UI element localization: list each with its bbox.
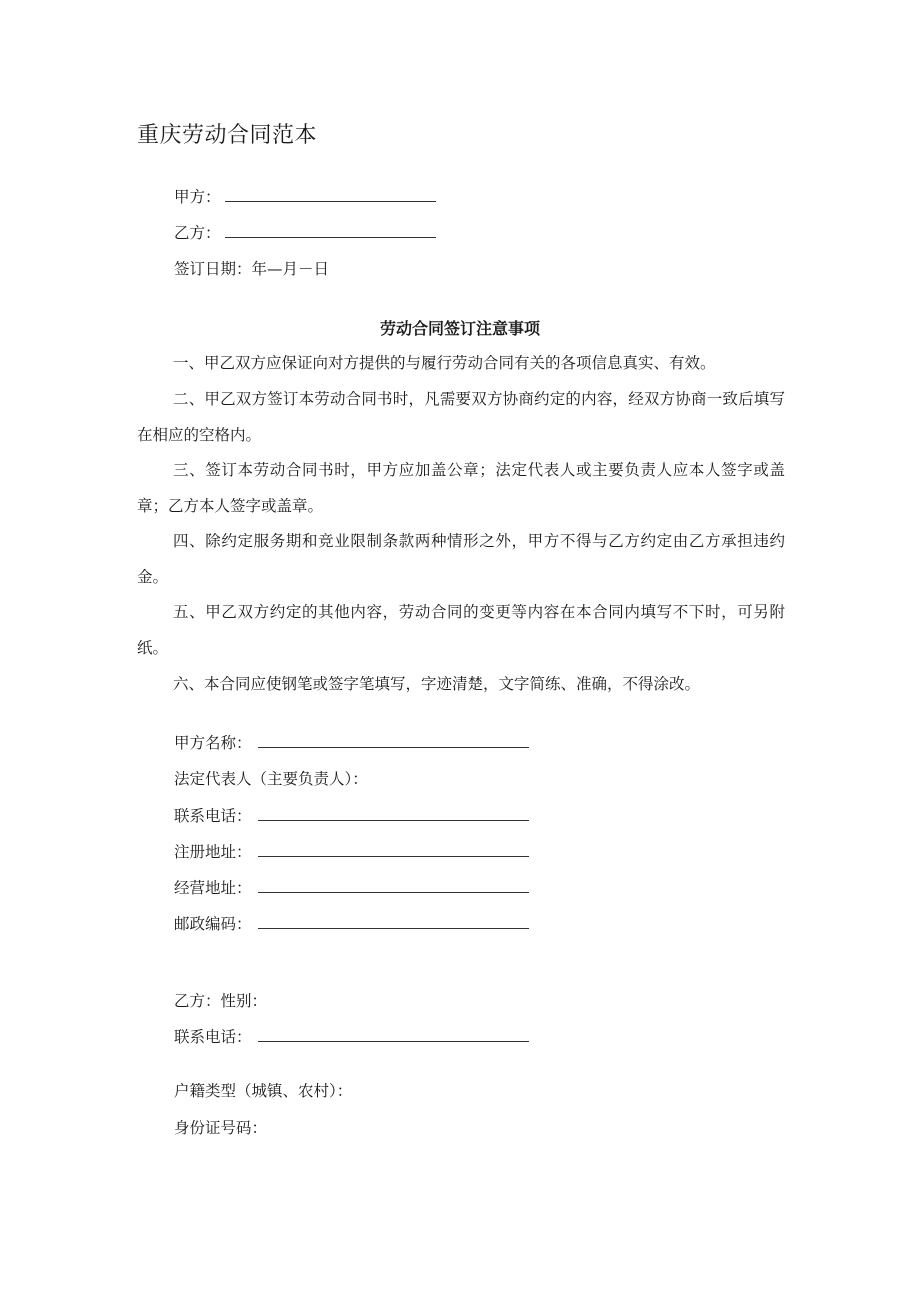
party-a-phone-blank[interactable] xyxy=(258,808,529,821)
party-a-label: 甲方： xyxy=(174,188,221,206)
note-item-4: 四、除约定服务期和竞业限制条款两种情形之外，甲方不得与乙方约定由乙方承担违约金。 xyxy=(137,532,785,586)
note-item-6: 六、本合同应使钢笔或签字笔填写，字迹清楚，文字简练、准确，不得涂改。 xyxy=(173,675,701,693)
party-a-name-field xyxy=(174,733,529,753)
postcode-label: 邮政编码： xyxy=(174,915,252,933)
party-b-phone-blank[interactable] xyxy=(258,1029,529,1042)
party-a-phone-label: 联系电话： xyxy=(174,807,252,825)
party-b-blank[interactable] xyxy=(225,225,436,238)
hukou-field xyxy=(174,1081,352,1101)
biz-address-blank[interactable] xyxy=(258,880,529,893)
postcode-field xyxy=(174,914,529,934)
id-number-field xyxy=(174,1118,267,1138)
biz-address-field xyxy=(174,878,529,898)
party-b-field xyxy=(174,223,436,243)
postcode-blank[interactable] xyxy=(258,916,529,929)
party-a-blank[interactable] xyxy=(225,189,436,202)
notes-heading: 劳动合同签订注意事项 xyxy=(379,319,540,338)
party-b-phone-field xyxy=(174,1027,529,1047)
party-a-name-blank[interactable] xyxy=(258,735,529,748)
party-b-gender-field xyxy=(174,991,267,1011)
sign-date-field xyxy=(174,259,329,279)
biz-address-label: 经营地址： xyxy=(174,879,252,897)
note-item-5: 五、甲乙双方约定的其他内容，劳动合同的变更等内容在本合同内填写不下时，可另附纸。 xyxy=(137,603,785,657)
reg-address-blank[interactable] xyxy=(258,844,529,857)
reg-address-field xyxy=(174,842,529,862)
party-b-label: 乙方： xyxy=(174,224,221,242)
hukou-label: 户籍类型（城镇、农村）： xyxy=(174,1082,353,1100)
legal-rep-field xyxy=(174,769,368,789)
party-b-gender-label: 乙方：性别： xyxy=(174,992,268,1010)
id-number-label: 身份证号码： xyxy=(174,1119,268,1137)
note-item-1: 一、甲乙双方应保证向对方提供的与履行劳动合同有关的各项信息真实、有效。 xyxy=(173,354,716,372)
reg-address-label: 注册地址： xyxy=(174,843,252,861)
party-a-phone-field xyxy=(174,806,529,826)
legal-rep-label: 法定代表人（主要负责人）： xyxy=(174,770,368,788)
note-item-2: 二、甲乙双方签订本劳动合同书时，凡需要双方协商约定的内容，经双方协商一致后填写在相应的空格内。 xyxy=(137,390,785,444)
party-b-phone-label: 联系电话： xyxy=(174,1028,252,1046)
party-a-field xyxy=(174,187,436,207)
note-item-3: 三、签订本劳动合同书时，甲方应加盖公章；法定代表人或主要负责人应本人签字或盖章；乙方本人签字或盖章。 xyxy=(137,461,785,515)
sign-date-label: 签订日期：年—月－日 xyxy=(174,260,330,278)
party-a-name-label: 甲方名称： xyxy=(174,734,252,752)
document-title: 重庆劳动合同范本 xyxy=(137,123,318,148)
